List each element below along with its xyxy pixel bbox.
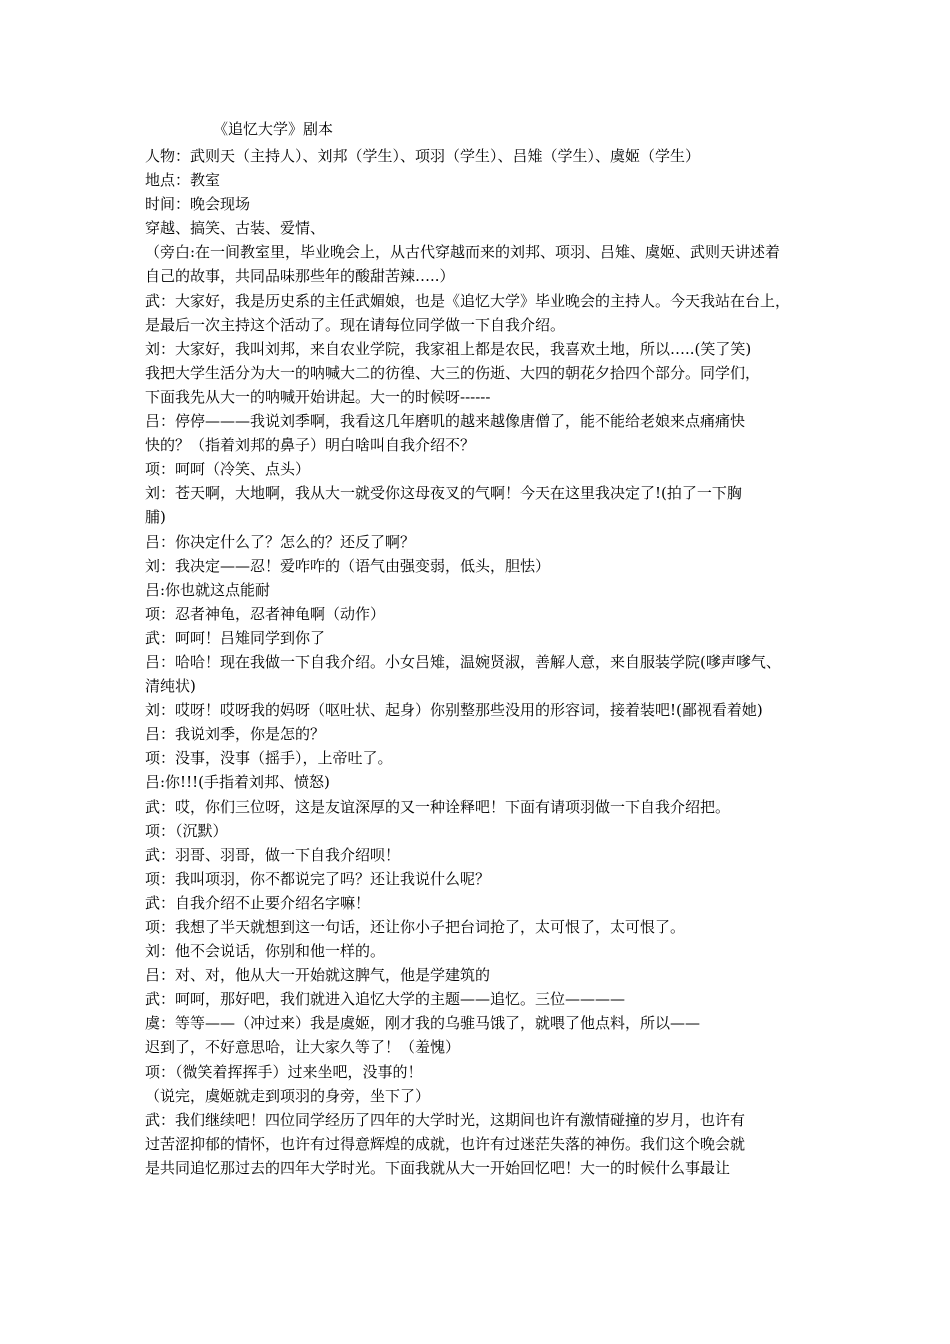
script-line: 吕：哈哈！现在我做一下自我介绍。小女吕雉，温婉贤淑，善解人意，来自服装学院(嗲声嗲气、 — [145, 652, 781, 671]
script-line: 是共同追忆那过去的四年大学时光。下面我就从大一开始回忆吧！大一的时候什么事最让 — [145, 1158, 731, 1177]
script-line: 项：忍者神龟，忍者神龟啊（动作） — [145, 604, 386, 623]
script-line: 清纯状) — [145, 677, 196, 696]
script-line: 刘：苍天啊，大地啊，我从大一就受你这母夜叉的气啊！今天在这里我决定了!(拍了一下胸 — [145, 484, 742, 503]
script-line: 快的？（指着刘邦的鼻子）明白啥叫自我介绍不？ — [145, 436, 476, 455]
script-line: 项：呵呵（冷笑、点头） — [145, 460, 311, 479]
script-line: 武：我们继续吧！四位同学经历了四年的大学时光，这期间也许有激情碰撞的岁月，也许有 — [145, 1110, 746, 1129]
script-line: 虞：等等——（冲过来）我是虞姬，刚才我的乌骓马饿了，就喂了他点料，所以—— — [145, 1014, 701, 1033]
script-line: 刘：哎呀！哎呀我的妈呀（呕吐状、起身）你别整那些没用的形容词，接着装吧!(鄙视看着她) — [145, 701, 763, 720]
script-line: 武：大家好，我是历史系的主任武媚娘，也是《追忆大学》毕业晚会的主持人。今天我站在台上， — [145, 291, 791, 310]
script-line: 下面我先从大一的呐喊开始讲起。大一的时候呀------ — [145, 387, 491, 406]
script-line: 武：呵呵，那好吧，我们就进入追忆大学的主题——追忆。三位———— — [145, 990, 626, 1009]
script-line: 迟到了，不好意思哈，让大家久等了！（羞愧） — [145, 1038, 461, 1057]
script-line: 人物：武则天（主持人）、刘邦（学生）、项羽（学生）、吕雉（学生）、虞姬（学生） — [145, 147, 701, 165]
script-line: 时间：晚会现场 — [145, 195, 251, 214]
script-line: 吕：停停———我说刘季啊，我看这几年磨叽的越来越像唐僧了，能不能给老娘来点痛痛快 — [145, 412, 746, 431]
script-line: 项：没事，没事（摇手），上帝吐了。 — [145, 749, 393, 768]
document-title: 《追忆大学》剧本 — [213, 120, 334, 138]
script-line: 吕：你决定什么了？怎么的？还反了啊？ — [145, 532, 416, 551]
script-line: 我把大学生活分为大一的呐喊大二的彷徨、大三的伤逝、大四的朝花夕拾四个部分。同学们， — [145, 363, 761, 382]
script-line: 武：自我介绍不止要介绍名字嘛！ — [145, 893, 371, 912]
script-line: 吕：对、对，他从大一开始就这脾气，他是学建筑的 — [145, 966, 491, 985]
script-line: 项：我叫项羽，你不都说完了吗？还让我说什么呢？ — [145, 869, 491, 888]
script-line: （旁白:在一间教室里，毕业晚会上，从古代穿越而来的刘邦、项羽、吕雉、虞姬、武则天讲述着 — [145, 243, 781, 262]
script-line: 吕:你也就这点能耐 — [145, 580, 271, 599]
script-line: 自己的故事，共同品味那些年的酸甜苦辣…..） — [145, 267, 455, 286]
script-line: 刘：我决定——忍！爱咋咋的（语气由强变弱，低头，胆怯） — [145, 556, 551, 575]
script-line: 地点：教室 — [145, 171, 221, 190]
script-body — [145, 144, 813, 1180]
script-line: 穿越、搞笑、古装、爱情、 — [145, 219, 326, 238]
script-line: 刘：大家好，我叫刘邦，来自农业学院，我家祖上都是农民，我喜欢土地，所以…..(笑了笑) — [145, 339, 752, 358]
script-line: 武：哎，你们三位呀，这是友谊深厚的又一种诠释吧！下面有请项羽做一下自我介绍把。 — [145, 797, 731, 816]
script-line: 项：我想了半天就想到这一句话，还让你小子把台词抢了，太可恨了，太可恨了。 — [145, 918, 686, 936]
script-line: 过苦涩抑郁的情怀，也许有过得意辉煌的成就，也许有过迷茫失落的神伤。我们这个晚会就 — [145, 1134, 746, 1153]
script-line: 武：呵呵！吕雉同学到你了 — [145, 628, 326, 647]
script-line: 武：羽哥、羽哥，做一下自我介绍呗！ — [145, 845, 401, 864]
script-line: 吕:你!!!(手指着刘邦、愤怒) — [145, 773, 330, 792]
script-line: 吕：我说刘季，你是怎的？ — [145, 725, 326, 744]
script-line: 刘：他不会说话，你别和他一样的。 — [145, 942, 386, 961]
script-line: 是最后一次主持这个活动了。现在请每位同学做一下自我介绍。 — [145, 315, 566, 334]
script-line: 项：（沉默） — [145, 821, 228, 840]
script-line: （说完，虞姬就走到项羽的身旁，坐下了） — [145, 1086, 431, 1105]
script-line: 脯) — [145, 508, 166, 527]
script-line: 项：（微笑着挥挥手）过来坐吧，没事的！ — [145, 1062, 423, 1081]
